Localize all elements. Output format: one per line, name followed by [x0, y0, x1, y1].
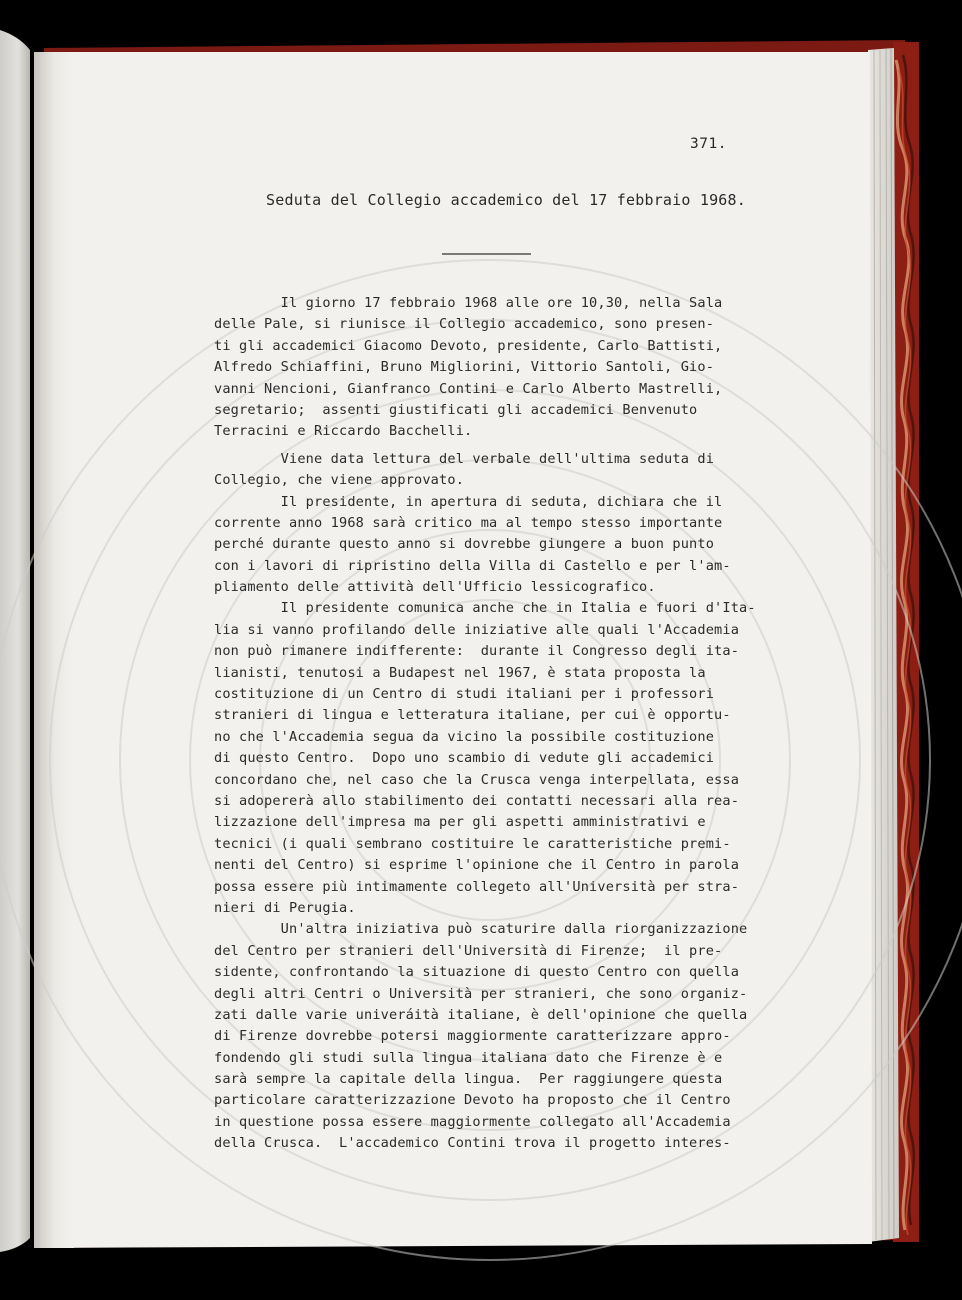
- text-line: tecnici (i quali sembrano costituire le caratteristiche premi-: [214, 835, 731, 852]
- text-line: del Centro per stranieri dell'Università di Firenze; il pre-: [214, 942, 723, 959]
- text-line: nenti del Centro) si esprime l'opinione che il Centro in parola: [214, 857, 740, 874]
- text-line: vanni Nencioni, Gianfranco Contini e Carlo Alberto Mastrelli,: [214, 380, 723, 397]
- text-line: Un'altra iniziativa può scaturire dalla riorganizzazione: [214, 921, 748, 938]
- text-line: segretario; assenti giustificati gli accademici Benvenuto: [214, 401, 698, 418]
- text-line: Viene data lettura del verbale dell'ultima seduta di: [214, 450, 715, 467]
- text-line: in questione possa essere maggiormente collegato all'Accademia: [214, 1113, 731, 1130]
- text-line: ti gli accademici Giacomo Devoto, presidente, Carlo Battisti,: [214, 337, 723, 354]
- text-line: Terracini e Riccardo Bacchelli.: [214, 423, 473, 440]
- text-line: lia si vanno profilando delle iniziative alle quali l'Accademia: [214, 621, 740, 638]
- text-line: non può rimanere indifferente: durante il Congresso degli ita-: [214, 643, 740, 660]
- text-line: corrente anno 1968 sarà critico ma al tempo stesso importante: [214, 514, 723, 531]
- text-line: sarà sempre la capitale della lingua. Per raggiungere questa: [214, 1071, 723, 1088]
- text-line: perché durante questo anno si dovrebbe giungere a buon punto: [214, 536, 715, 553]
- text-line: lianisti, tenutosi a Budapest nel 1967, è stata proposta la: [214, 664, 706, 681]
- text-line: si adopererà allo stabilimento dei contatti necessari alla rea-: [214, 792, 740, 809]
- text-line: stranieri di lingua e letteratura italiane, per cui è opportu-: [214, 707, 731, 724]
- text-line: delle Pale, si riunisce il Collegio accademico, sono presen-: [214, 316, 715, 333]
- text-line: di questo Centro. Dopo uno scambio di vedute gli accademici: [214, 750, 715, 767]
- text-line: della Crusca. L'accademico Contini trova il progetto interes-: [214, 1135, 731, 1152]
- text-line: sidente, confrontando la situazione di questo Centro con quella: [214, 964, 740, 981]
- text-line: Collegio, che viene approvato.: [214, 472, 465, 489]
- text-line: concordano che, nel caso che la Crusca venga interpellata, essa: [214, 771, 740, 788]
- text-line: no che l'Accademia segua da vicino la possibile costituzione: [214, 728, 715, 745]
- text-line: costituzione di un Centro di studi italiani per i professori: [214, 686, 715, 703]
- text-line: Il presidente comunica anche che in Italia e fuori d'Ita-: [214, 600, 756, 617]
- text-line: di Firenze dovrebbe potersi maggiormente caratterizzare appro-: [214, 1028, 731, 1045]
- text-line: Il giorno 17 febbraio 1968 alle ore 10,30, nella Sala: [214, 295, 723, 311]
- text-line: nieri di Perugia.: [214, 899, 356, 916]
- text-line: particolare caratterizzazione Devoto ha proposto che il Centro: [214, 1092, 731, 1109]
- text-line: degli altri Centri o Università per stranieri, che sono organiz-: [214, 985, 748, 1002]
- body-text: [214, 293, 774, 1155]
- text-line: pliamento delle attività dell'Ufficio lessicografico.: [214, 579, 656, 596]
- text-line: possa essere più intimamente collegeto all'Università per stra-: [214, 878, 740, 895]
- page-number: 371.: [690, 136, 727, 152]
- document-title: Seduta del Collegio accademico del 17 febbraio 1968.: [266, 191, 746, 209]
- text-line: lizzazione dell'impresa ma per gli aspetti amministrativi e: [214, 814, 706, 831]
- text-line: zati dalle varie univeráità italiane, è dell'opinione che quella: [214, 1006, 748, 1023]
- text-line: con i lavori di ripristino della Villa di Castello e per l'am-: [214, 557, 731, 574]
- text-line: Il presidente, in apertura di seduta, dichiara che il: [214, 493, 723, 510]
- text-line: Alfredo Schiaffini, Bruno Migliorini, Vittorio Santoli, Gio-: [214, 359, 715, 376]
- page-edges: [868, 48, 899, 1242]
- text-line: fondendo gli studi sulla lingua italiana dato che Firenze è e: [214, 1049, 723, 1066]
